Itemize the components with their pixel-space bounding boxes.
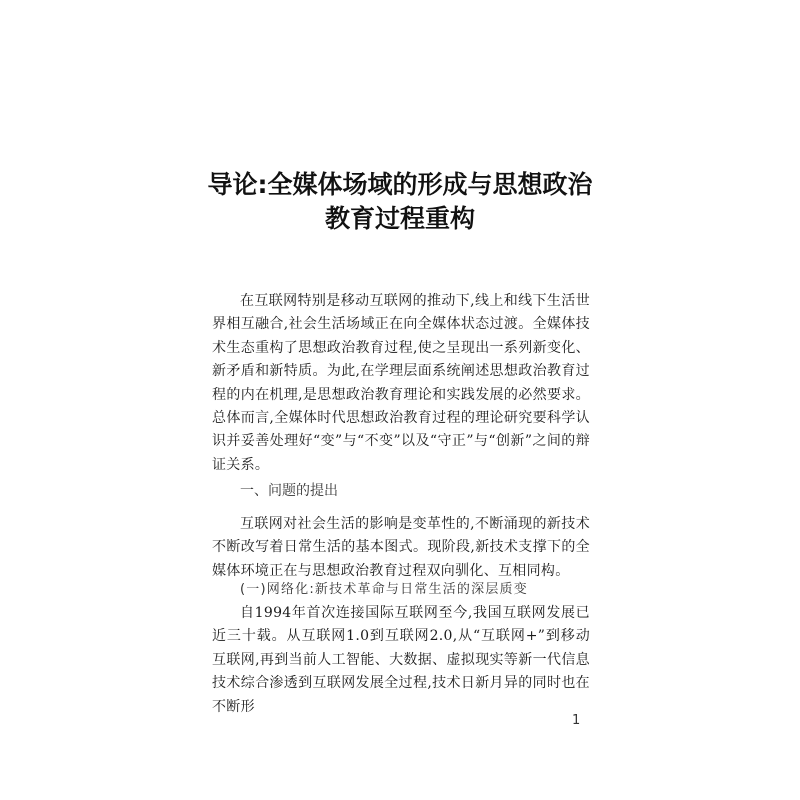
section-heading: 一、问题的提出 [240,483,338,499]
chapter-title-line-2: 教育过程重构 [324,204,475,233]
intro-paragraph: 在互联网特别是移动互联网的推动下,线上和线下生活世界相互融合,社会生活场域正在向全媒体状态过渡。全媒体技术生态重构了思想政治教育过程,使之呈现出一系列新变化、新矛盾和新特质。为此,在学理层面系统阐述思想政治教育过程的内在机理,是思想政治教育理论和实践发展的必然要求。总体而言,全媒体时代思想政治教育过程的理论研究要科学认识并妥善处理好“变”与“不变”以及“守正”与“创新”之间的辩证关系。 [212,293,590,473]
chapter-title-line-1: 导论:全媒体场域的形成与思想政治 [207,170,593,199]
page-number: 1 [572,713,581,728]
subsection-heading: (一)网络化:新技术革命与日常生活的深层质变 [240,582,528,597]
subsection-paragraph: 自1994年首次连接国际互联网至今,我国互联网发展已近三十载。从互联网1.0到互联网2.0,从“互联网+”到移动互联网,再到当前人工智能、大数据、虚拟现实等新一代信息技术综合渗透到互联网发展全过程,技术日新月异的同时也在不断形 [212,605,590,715]
section-paragraph: 互联网对社会生活的影响是变革性的,不断涌现的新技术不断改写着日常生活的基本图式。现阶段,新技术支撑下的全媒体环境正在与思想政治教育过程双向驯化、互相同构。 [212,516,590,579]
